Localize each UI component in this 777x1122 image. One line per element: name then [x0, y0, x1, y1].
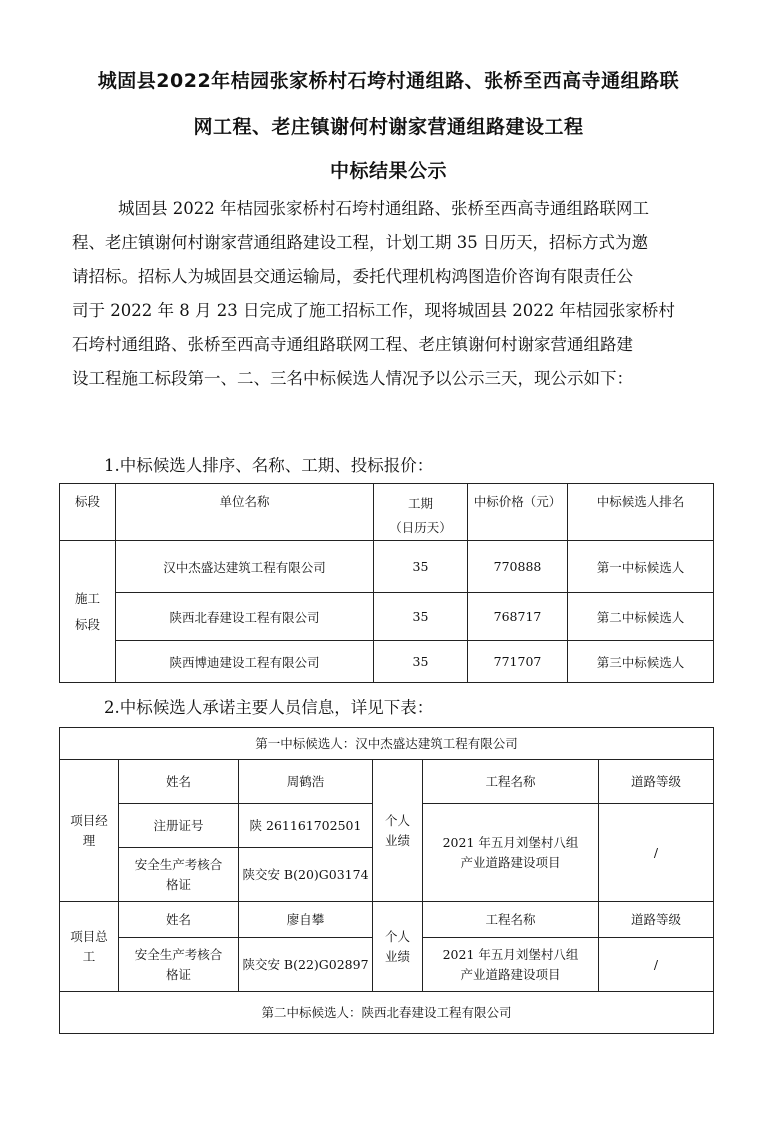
- chief-project-value: 2021 年五月刘堡村八组产业道路建设项目: [423, 938, 599, 992]
- intro-line: 设工程施工标段第一、二、三名中标候选人情况予以公示三天，现公示如下：: [72, 369, 633, 388]
- title-line-3: 中标结果公示: [329, 160, 447, 182]
- chief-safety-value: 陕交安 B(22)G02897: [239, 938, 373, 992]
- chief-safety-label: 安全生产考核合格证: [119, 938, 239, 992]
- first-candidate-row: [60, 728, 714, 760]
- second-candidate-row: [60, 992, 714, 1034]
- section-cell: 施工标段: [60, 541, 116, 683]
- chief-project-name-label: 工程名称: [423, 902, 599, 938]
- table-row: [60, 593, 714, 641]
- pm-project-name-label: 工程名称: [423, 760, 599, 804]
- table-header-row: [60, 484, 714, 541]
- company-cell: 陕西博迪建设工程有限公司: [116, 641, 374, 683]
- period-cell: 35: [374, 641, 468, 683]
- personnel-table: [59, 727, 714, 1034]
- company-cell: 陕西北春建设工程有限公司: [116, 593, 374, 641]
- pm-reg-label: 注册证号: [119, 804, 239, 848]
- intro-line: 石垮村通组路、张桥至西高寺通组路联网工程、老庄镇谢何村谢家营通组路建: [72, 335, 633, 354]
- pm-name-label: 姓名: [119, 760, 239, 804]
- pm-road-grade-label: 道路等级: [599, 760, 714, 804]
- header-section: 标段: [60, 484, 116, 541]
- intro-line: 城固县 2022 年桔园张家桥村石垮村通组路、张桥至西高寺通组路联网工: [118, 199, 649, 218]
- chief-name-row: [60, 902, 714, 938]
- intro-line: 程、老庄镇谢何村谢家营通组路建设工程，计划工期 35 日历天，招标方式为邀: [72, 233, 648, 252]
- intro-line: 司于 2022 年 8 月 23 日完成了施工招标工作，现将城固县 2022 年桔园张家桥村: [72, 301, 675, 320]
- price-cell: 768717: [468, 593, 568, 641]
- table-row: [60, 541, 714, 593]
- title-line-2: 网工程、老庄镇谢何村谢家营通组路建设工程: [193, 116, 584, 138]
- first-candidate-title: 第一中标候选人：汉中杰盛达建筑工程有限公司: [60, 728, 714, 760]
- rank-cell: 第三中标候选人: [568, 641, 714, 683]
- section1-heading: 1.中标候选人排序、名称、工期、投标报价：: [104, 456, 434, 475]
- header-period-unit: （日历天）: [389, 520, 452, 535]
- period-cell: 35: [374, 541, 468, 593]
- price-cell: 771707: [468, 641, 568, 683]
- rank-cell: 第一中标候选人: [568, 541, 714, 593]
- rank-cell: 第二中标候选人: [568, 593, 714, 641]
- chief-road-grade-label: 道路等级: [599, 902, 714, 938]
- header-price: 中标价格（元）: [468, 484, 568, 541]
- chief-grade-value: /: [599, 938, 714, 992]
- candidates-table: [59, 483, 714, 683]
- pm-perf-label: 个人业绩: [373, 760, 423, 902]
- intro-paragraph: [72, 192, 712, 396]
- second-candidate-title: 第二中标候选人：陕西北春建设工程有限公司: [60, 992, 714, 1034]
- chief-role-cell: 项目总工: [60, 902, 119, 992]
- company-cell: 汉中杰盛达建筑工程有限公司: [116, 541, 374, 593]
- chief-name-value: 廖自攀: [239, 902, 373, 938]
- section2-heading: 2.中标候选人承诺主要人员信息，详见下表：: [104, 698, 434, 717]
- header-period-label: 工期: [407, 496, 433, 511]
- pm-name-row: [60, 760, 714, 804]
- intro-line: 请招标。招标人为城固县交通运输局，委托代理机构鸿图造价咨询有限责任公: [72, 267, 633, 286]
- header-period: [374, 484, 468, 541]
- header-rank: 中标候选人排名: [568, 484, 714, 541]
- pm-project-value: 2021 年五月刘堡村八组产业道路建设项目: [423, 804, 599, 902]
- table-row: [60, 641, 714, 683]
- pm-role-cell: 项目经理: [60, 760, 119, 902]
- period-cell: 35: [374, 593, 468, 641]
- pm-safety-label: 安全生产考核合格证: [119, 848, 239, 902]
- price-cell: 770888: [468, 541, 568, 593]
- pm-grade-value: /: [599, 804, 714, 902]
- pm-safety-value: 陕交安 B(20)G03174: [239, 848, 373, 902]
- chief-name-label: 姓名: [119, 902, 239, 938]
- title-line-1: 城固县2022年桔园张家桥村石垮村通组路、张桥至西高寺通组路联: [97, 70, 680, 92]
- chief-perf-label: 个人业绩: [373, 902, 423, 992]
- pm-reg-value: 陕 261161702501: [239, 804, 373, 848]
- header-company: 单位名称: [116, 484, 374, 541]
- pm-name-value: 周鹤浩: [239, 760, 373, 804]
